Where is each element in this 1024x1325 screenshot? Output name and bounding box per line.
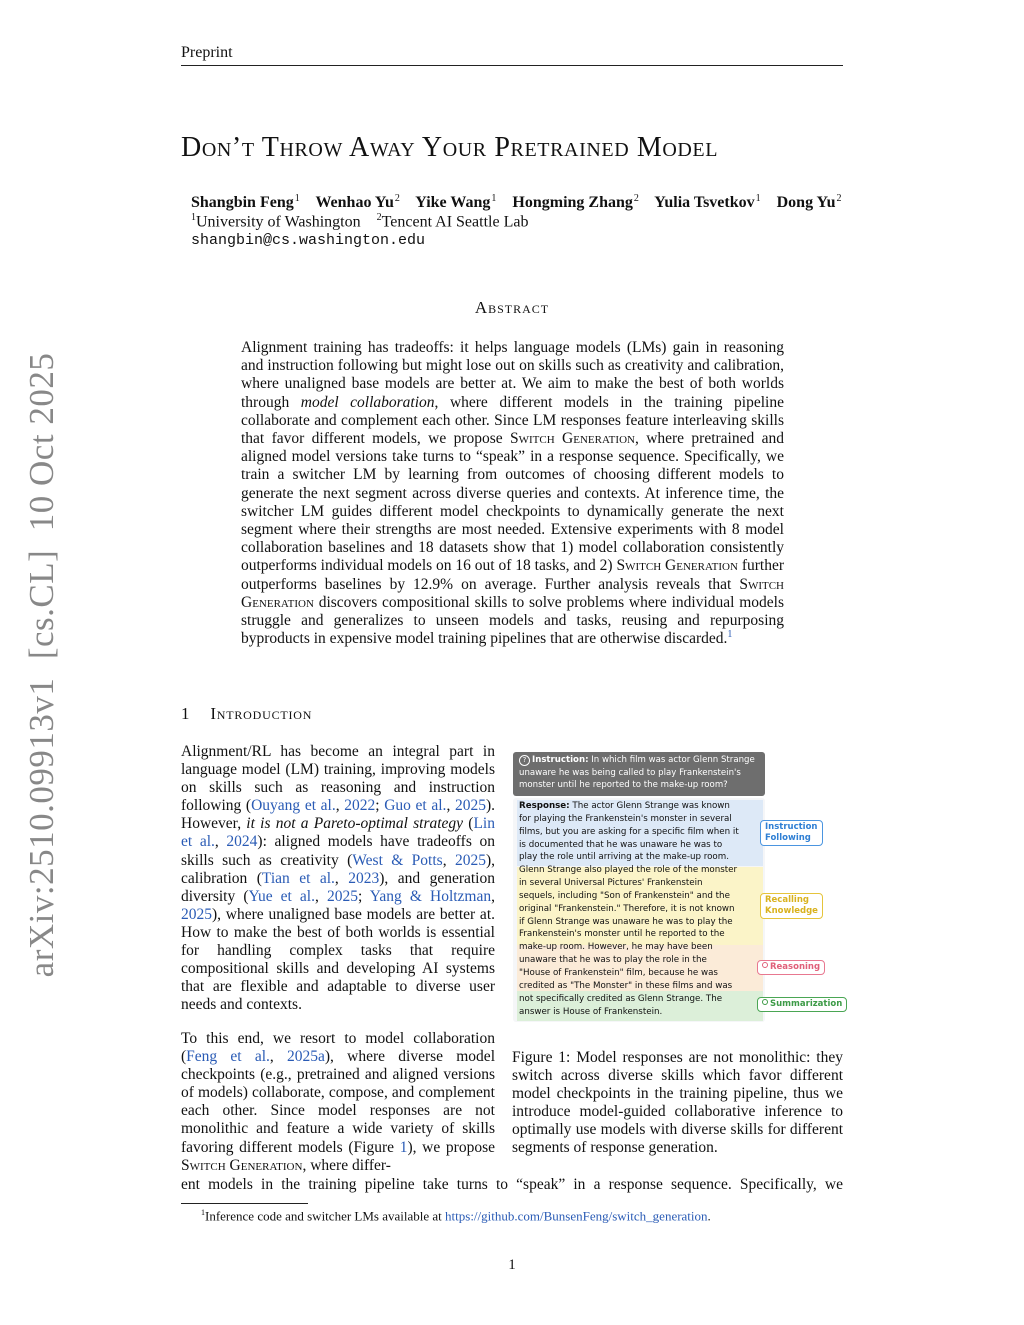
intro-paragraph-1: Alignment/RL has become an integral part in language model (LM) training, improving models on skills such as reasoning and instruction following (Ouyang et al., 2022; Guo et al., 2025). However, it is not a Pareto-optimal strategy (Lin et al., 2024): aligned models have tradeoffs on skills such as creativity (West & Potts, 2025), calibration (Tian et al., 2023), and generation diversity (Yue et al., 2025; Yang & Holtzman, 2025), where unaligned base models are better at. How to make the best of both worlds is essential for handling complex tasks that require compositional skills and developing AI systems that are flexible and adaptable to diverse user needs and contexts. — [181, 743, 496, 1014]
citation-link[interactable]: 2025 — [454, 851, 486, 869]
method-name: Switch Generation — [181, 1156, 303, 1174]
author: Shangbin Feng$^1$ — [191, 193, 300, 212]
citation-link[interactable]: Feng et al. — [186, 1048, 270, 1066]
author: Yulia Tsvetkov$^1$ — [654, 193, 761, 212]
footnote: $^1$Inference code and switcher LMs available at https://github.com/BunsenFeng/switch_generation. — [201, 1208, 711, 1224]
citation-link[interactable]: Tian et al. — [261, 869, 335, 887]
author: Hongming Zhang$^2$ — [512, 193, 639, 212]
figure-ref-link[interactable]: 1 — [399, 1138, 408, 1156]
skill-tag-reasoning: Reasoning — [757, 960, 825, 975]
arxiv-id: arXiv:2510.09913v1 [cs.CL] 10 Oct 2025 — [22, 352, 61, 978]
abstract-body: Alignment training has tradeoffs: it helps language models (LMs) gain in reasoning and instruction following but might lose out on skills such as creativity and calibration, where unaligned base models are better at. We aim to make the best of both worlds through model collaboration, where different models in the training pipeline collaborate and complement each other. Since LM responses feature interleaving skills that favor different models, we propose Switch Generation, where pretrained and aligned model versions take turns to “speak” in a response sequence. Specifically, we train a switcher LM by learning from outcomes of choosing different models to generate the next segment across diverse queries and contexts. At inference time, the switcher LM guides different model checkpoints to dynamically generate the next segment where their strengths are most needed. Extensive experiments with 8 model collaboration baselines and 18 datasets show that 1) model collaboration consistently outperforms individual models on 16 out of 18 tasks, and 2) Switch Generation further outperforms baselines by 12.9% on average. Further analysis reveals that Switch Generation discovers compositional skills to solve problems where individual models struggle and generalizes to unseen models and tasks, reusing and repurposing byproducts in expensive model training pipelines that are otherwise discarded.$^1$ — [241, 339, 785, 648]
intro-paragraph-2-continued: ent models in the training pipeline take turns to “speak” in a response sequence. Specifically, we — [181, 1176, 843, 1193]
citation-link[interactable]: 2024 — [226, 833, 258, 851]
question-icon: ? — [519, 755, 530, 766]
skill-tag-instruction-following: Instruction Following — [760, 820, 823, 846]
figure-1-caption: Figure 1: Model responses are not monolithic: they switch across diverse skills which favor different model checkpoints in the training pipeline, thus we introduce model-guided collaborative inference to optimally use models with diverse skills for different segments of response generation. — [512, 1049, 843, 1157]
method-name: Switch Generation — [241, 575, 784, 611]
code-repo-link[interactable]: https://github.com/BunsenFeng/switch_generation — [445, 1208, 708, 1224]
footnote-ref[interactable]: 1 — [727, 629, 733, 641]
figure-1 — [511, 750, 844, 1032]
citation-link[interactable]: Lin et al. — [181, 815, 495, 851]
citation-link[interactable]: 2025 — [326, 887, 358, 905]
header-rule — [181, 65, 843, 66]
author: Wenhao Yu$^2$ — [315, 193, 400, 212]
citation-link[interactable]: Ouyang et al. — [251, 797, 336, 815]
page-number: 1 — [508, 1257, 516, 1273]
author-email[interactable]: shangbin@cs.washington.edu — [191, 232, 426, 249]
dot-icon — [762, 999, 768, 1005]
figure-instruction-box: ? Instruction: In which film was actor Glenn Strange unaware he was being called to play Frankenstein's monster until he reported to the make-up room? — [513, 752, 765, 796]
method-name: Switch Generation — [616, 557, 738, 575]
paper-title: Don’t Throw Away Your Pretrained Model — [181, 132, 719, 163]
citation-link[interactable]: West & Potts — [352, 851, 443, 869]
figure-response-text: Response: The actor Glenn Strange was known for playing the Frankenstein's monster in several films, but you are asking for a specific film when it is documented that he was unaware he was to play the role until arriving at the make-up room. Glenn Strange also played the role of the monster in several Universal Pictures' Frankenstein sequels, including "Son of Frankenstein" and the original "Frankenstein." Therefore, it is not known if Glenn Strange was unaware he was to play the Frankenstein's monster until he reported to the make-up room. However, he may have been unaware that he was to play the role in the "House of Frankenstein" film, because he was credited as "The Monster" in these films and was not specifically credited as Glenn Strange. The answer is House of Frankenstein. — [519, 801, 739, 1017]
skill-tag-recalling-knowledge: Recalling Knowledge — [760, 893, 823, 919]
citation-link[interactable]: 2023 — [348, 869, 380, 887]
author: Dong Yu$^2$ — [776, 193, 842, 212]
author-list — [191, 193, 841, 212]
abstract-heading: Abstract — [474, 298, 550, 317]
skill-tag-summarization: Summarization — [757, 997, 847, 1012]
affiliations: $^1$University of Washington $^2$Tencent AI Seattle Lab — [191, 212, 529, 231]
citation-link[interactable]: 2025 — [454, 797, 486, 815]
dot-icon — [762, 962, 768, 968]
citation-link[interactable]: Yue et al. — [248, 887, 315, 905]
citation-link[interactable]: 2025a — [287, 1048, 325, 1066]
citation-link[interactable]: Yang & Holtzman — [369, 887, 492, 905]
citation-link[interactable]: Guo et al. — [384, 797, 447, 815]
intro-paragraph-2: To this end, we resort to model collaboration (Feng et al., 2025a), where diverse model checkpoints (e.g., pretrained and aligned versions of models) collaborate, compose, and complement each other. Since model responses are not monolithic and feature a wide variety of skills favoring different models (Figure 1), we propose Switch Generation, where differ- — [181, 1030, 495, 1174]
footnote-rule — [181, 1203, 308, 1204]
section-heading-introduction: 1 Introduction — [181, 704, 313, 723]
citation-link[interactable]: 2025 — [181, 905, 212, 923]
running-head: Preprint — [181, 44, 233, 61]
method-name: Switch Generation — [510, 430, 635, 448]
author: Yike Wang$^1$ — [415, 193, 497, 212]
citation-link[interactable]: 2022 — [344, 797, 376, 815]
